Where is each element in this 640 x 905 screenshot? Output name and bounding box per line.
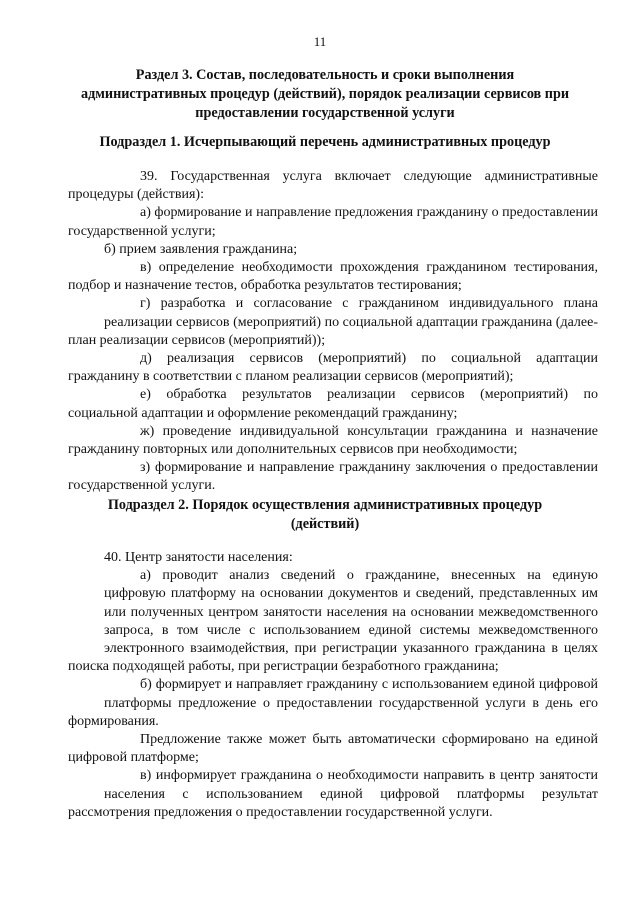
- section-heading-line: административных процедур (действий), порядок реализации сервисов при: [80, 86, 570, 102]
- list-item: е) обработка результатов реализации сервисов (мероприятий) по социальной адаптации и оформление рекомендаций гражданину;: [68, 387, 598, 421]
- list-item: а) проводит анализ сведений о гражданине, внесенных на единую цифровую платформу на основании документов и сведений, представленных им или полученных центром занятости населения на основании межведомственного запроса, в том числе с использованием единой системы межведомственного электронного взаимодействия, при регистрации указанного гражданина в целях поиска подходящей работы, при регистрации безработного гражданина;: [68, 568, 598, 675]
- paragraph: 39. Государственная услуга включает следующие административные процедуры (действия):: [68, 169, 598, 203]
- subsection-heading-line: Подраздел 1. Исчерпывающий перечень административных процедур: [99, 134, 551, 150]
- list-item: в) информирует гражданина о необходимости направить в центр занятости населения с использованием единой цифровой платформы результат рассмотрения предложения о предоставлении государственной услуги.: [68, 768, 598, 820]
- paragraph: Предложение также может быть автоматически сформировано на единой цифровой платформе;: [68, 732, 598, 766]
- list-item: а) формирование и направление предложения гражданину о предоставлении государственной услуги;: [68, 205, 598, 239]
- paragraph: 40. Центр занятости населения:: [104, 550, 293, 565]
- subsection-1-heading: [60, 133, 590, 152]
- list-item: д) реализация сервисов (мероприятий) по социальной адаптации гражданину в соответствии с планом реализации сервисов (мероприятий);: [68, 351, 598, 385]
- list-item: з) формирование и направление гражданину заключения о предоставлении государственной услуги.: [68, 460, 598, 494]
- section-heading-line: Раздел 3. Состав, последовательность и сроки выполнения: [135, 67, 515, 83]
- clause-39: [68, 168, 598, 496]
- list-item: в) определение необходимости прохождения гражданином тестирования, подбор и назначение тестов, обработка результатов тестирования;: [68, 260, 598, 294]
- subsection-heading-line: Подраздел 2. Порядок осуществления административных процедур: [107, 497, 543, 513]
- section-heading: [60, 66, 590, 123]
- clause-40: [68, 549, 598, 822]
- subsection-heading-line: (действий): [290, 516, 360, 532]
- section-heading-line: предоставлении государственной услуги: [195, 105, 455, 121]
- subsection-2-heading: [60, 496, 590, 534]
- list-item: б) формирует и направляет гражданину с использованием единой цифровой платформы предложение о предоставлении государственной услуги в день его формирования.: [68, 677, 598, 729]
- list-item: г) разработка и согласование с гражданином индивидуального плана реализации сервисов (мероприятий) по социальной адаптации гражданина (далее- план реализации сервисов (мероприятий));: [68, 296, 598, 348]
- list-item: б) прием заявления гражданина;: [104, 241, 298, 257]
- list-item: ж) проведение индивидуальной консультации гражданина и назначение гражданину повторных или дополнительных сервисов при необходимости;: [68, 423, 598, 458]
- page-number: 11: [313, 34, 327, 49]
